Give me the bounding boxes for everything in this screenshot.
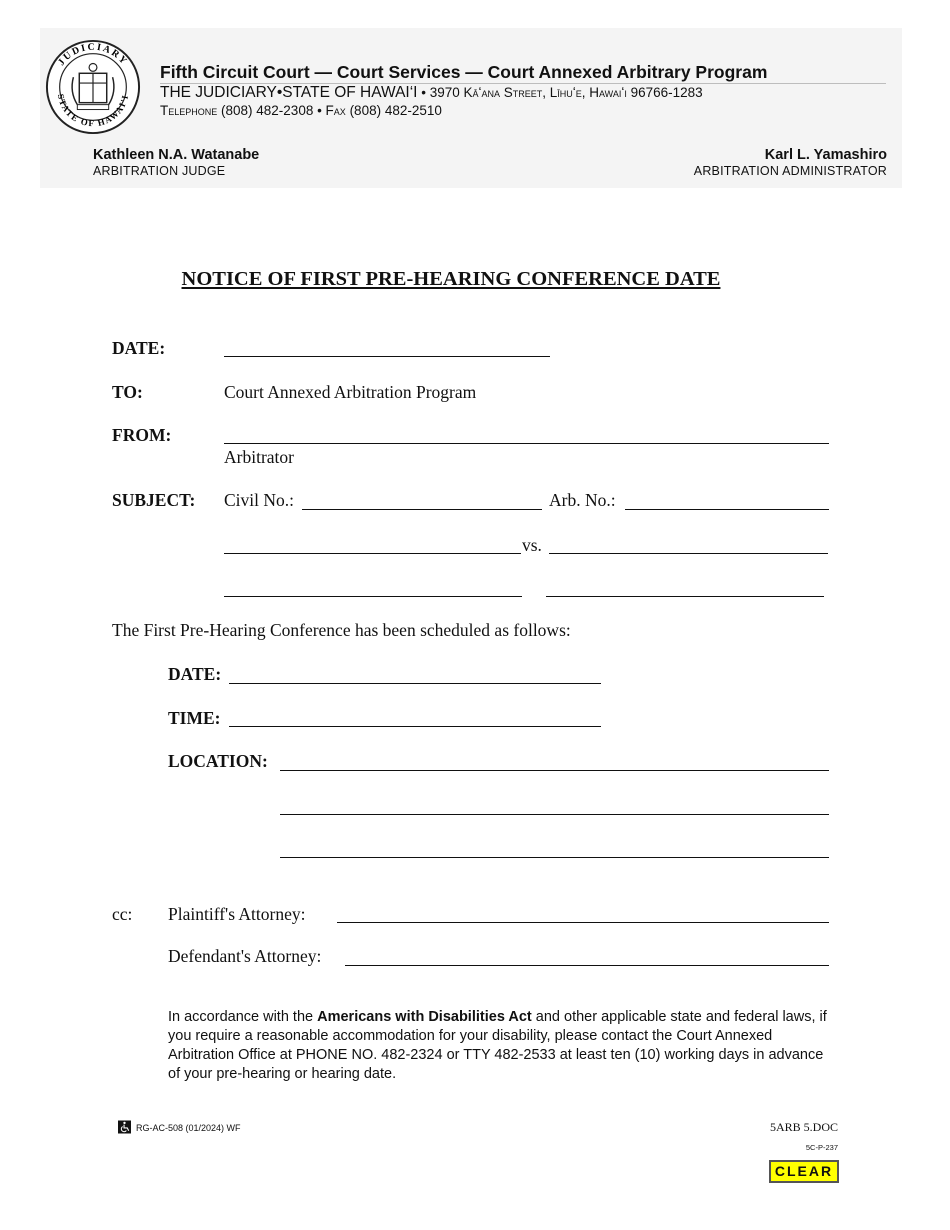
- date-field[interactable]: [224, 356, 550, 357]
- to-value: Court Annexed Arbitration Program: [224, 382, 477, 402]
- document-code: 5ARB 5.DOC: [769, 1120, 838, 1134]
- judiciary-name: THE JUDICIARY•STATE OF HAWAI‘I: [160, 84, 418, 101]
- defendant-attorney-field[interactable]: [345, 965, 829, 966]
- defendant-attorney-label: Defendant's Attorney:: [168, 946, 322, 966]
- conference-time-field[interactable]: [229, 726, 601, 727]
- plaintiff-attorney-label: Plaintiff's Attorney:: [168, 904, 306, 924]
- party-right-field-2[interactable]: [546, 596, 824, 597]
- svg-text:JUDICIARY: JUDICIARY: [55, 41, 131, 68]
- party-left-field-2[interactable]: [224, 596, 522, 597]
- arb-no-label: Arb. No.:: [549, 490, 616, 510]
- location-field-2[interactable]: [280, 814, 829, 815]
- court-name-heading: Fifth Circuit Court — Court Services — Court Annexed Arbitrary Program: [160, 62, 768, 82]
- party-left-field[interactable]: [224, 553, 521, 554]
- administrator-title: ARBITRATION ADMINISTRATOR: [693, 164, 887, 178]
- civil-no-label: Civil No.:: [224, 490, 295, 510]
- judge-name: Kathleen N.A. Watanabe: [93, 147, 260, 163]
- administrator-name: Karl L. Yamashiro: [764, 147, 887, 163]
- reference-code: 5C-P-237: [805, 1143, 838, 1152]
- street-address: • 3970 Kāʻana Street, Līhuʻe, Hawaiʻi 96766-1283: [417, 85, 703, 100]
- ada-notice-body: and other applicable state and federal laws, if you require a reasonable accommodation for your disability, please contact the Court Annexed Arbitration Office at PHONE NO. 482-2324 or TTY 482-2533 at least ten (10) working days in advance of your pre-hearing or hearing date.: [168, 1009, 827, 1082]
- schedule-intro: The First Pre-Hearing Conference has been scheduled as follows:: [112, 620, 571, 640]
- ada-act-name: Americans with Disabilities Act: [317, 1009, 532, 1025]
- arb-no-field[interactable]: [625, 509, 829, 510]
- location-label: LOCATION:: [168, 751, 268, 771]
- conference-time-label: TIME:: [168, 708, 221, 728]
- subject-label: SUBJECT:: [112, 490, 196, 510]
- document-title: NOTICE OF FIRST PRE-HEARING CONFERENCE DATE: [181, 268, 721, 290]
- judge-title: ARBITRATION JUDGE: [93, 164, 226, 178]
- date-label: DATE:: [112, 338, 166, 358]
- location-field-3[interactable]: [280, 857, 829, 858]
- plaintiff-attorney-field[interactable]: [337, 922, 829, 923]
- location-field-1[interactable]: [280, 770, 829, 771]
- party-right-field[interactable]: [549, 553, 828, 554]
- judiciary-address-line: [160, 84, 703, 102]
- from-label: FROM:: [112, 425, 172, 445]
- judiciary-seal-logo: [44, 38, 142, 136]
- from-sublabel: Arbitrator: [224, 447, 294, 467]
- from-field[interactable]: [224, 443, 829, 444]
- clear-button[interactable]: CLEAR: [769, 1160, 839, 1183]
- form-code: RG-AC-508 (01/2024) WF: [136, 1123, 241, 1133]
- civil-no-field[interactable]: [302, 509, 542, 510]
- cc-label: cc:: [112, 904, 133, 924]
- ada-notice-intro: In accordance with the: [168, 1009, 318, 1025]
- conference-date-field[interactable]: [229, 683, 601, 684]
- wheelchair-accessibility-icon: [118, 1120, 131, 1134]
- telephone-fax-line: Telephone (808) 482-2308 • Fax (808) 482-2510: [160, 103, 442, 118]
- to-label: TO:: [112, 382, 143, 402]
- ada-notice: [168, 1008, 838, 1084]
- versus-label: vs.: [522, 535, 542, 555]
- svg-text:STATE OF HAWAI'I: STATE OF HAWAI'I: [55, 93, 131, 129]
- conference-date-label: DATE:: [168, 664, 222, 684]
